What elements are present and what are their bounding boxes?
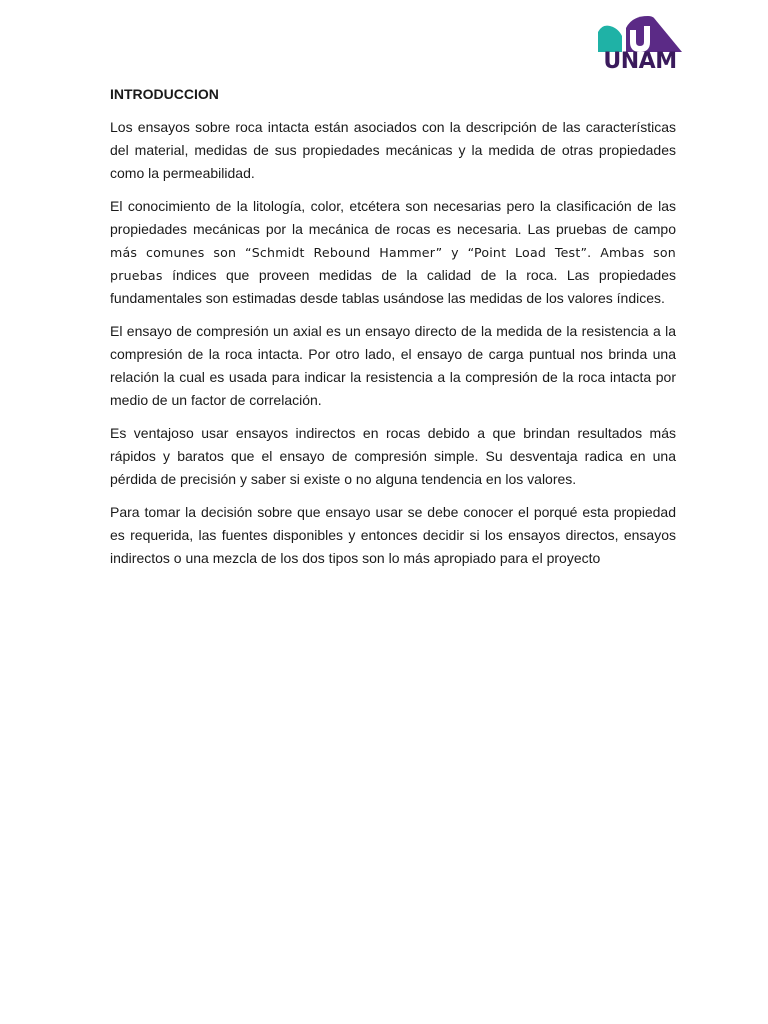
- document-body: [110, 84, 676, 580]
- unam-logo-text: UNAM: [603, 49, 677, 74]
- section-heading: INTRODUCCION: [110, 86, 219, 102]
- unam-logo: [596, 14, 684, 74]
- paragraph-2-part-a: El conocimiento de la litología, color, etcétera son necesarias pero la clasificación de las propiedades mecánicas por la mecánica de rocas es necesaria. Las pruebas de campo: [110, 198, 676, 237]
- unam-logo-mark: [596, 14, 684, 54]
- paragraph-5: Para tomar la decisión sobre que ensayo usar se debe conocer el porqué esta propiedad es requerida, las fuentes disponibles y entonces decidir si los ensayos directos, ensayos indirectos o una mezcla de los dos tipos son lo más apropiado para el proyecto: [110, 504, 676, 566]
- paragraph-2: [110, 195, 676, 310]
- paragraph-1: Los ensayos sobre roca intacta están asociados con la descripción de las características del material, medidas de sus propiedades mecánicas y la medida de otras propiedades como la permeabilidad.: [110, 119, 676, 181]
- paragraph-2-part-c: índices que proveen medidas de la calidad de la roca. Las propiedades fundamentales son estimadas desde tablas usándose las medidas de los valores índices.: [110, 267, 676, 306]
- paragraph-4: Es ventajoso usar ensayos indirectos en rocas debido a que brindan resultados más rápidos y baratos que el ensayo de compresión simple. Su desventaja radica en una pérdida de precisión y saber si existe o no alguna tendencia en los valores.: [110, 425, 676, 487]
- paragraph-2-part-b: más comunes son “Schmidt Rebound Hammer” y “Point Load Test”. Ambas son pruebas: [110, 245, 676, 283]
- paragraph-3: El ensayo de compresión un axial es un ensayo directo de la medida de la resistencia a la compresión de la roca intacta. Por otro lado, el ensayo de carga puntual nos brinda una relación la cual es usada para indicar la resistencia a la compresión de la roca intacta por medio de un factor de correlación.: [110, 323, 676, 408]
